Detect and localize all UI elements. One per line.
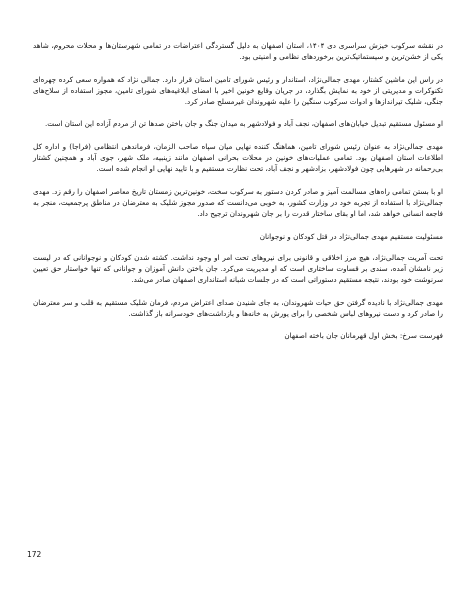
page-number: 172 [27, 550, 42, 559]
list-title: فهرست سرخ: بخش اول قهرمانان جان باخته اصفهان [284, 331, 443, 341]
paragraph-children-killings: تحت آمریت جمالی‌نژاد، هیچ مرز اخلاقی و قانونی برای نیروهای تحت امر او وجود نداشت. کشته شدن کودکان و نوجوانانی که در لیست زیر نامشان آمده، سندی بر قساوت ساختاری است که او مدیریت می‌کرد. جان باختن دانش آموزان و جوانانی که تنها خواستار حق تعیین سرنوشت خود بودند، نتیجه مستقیم دستوراتی است که در جلسات شبانه استانداری اصفهان صادر می‌شد. [33, 252, 443, 285]
paragraph-responsibility: او مسئول مستقیم تبدیل خیابان‌های اصفهان، نجف آباد و فولادشهر به میدان جنگ و جان باختن صدها تن از مردم آزاده این استان است. [45, 119, 443, 129]
paragraph-security-council: مهدی جمالی‌نژاد به عنوان رئیس شورای تامین، هماهنگ کننده نهایی میان سپاه صاحب الزمان، فرماندهی انتظامی (فراجا) و اداره کل اطلاعات استان اصفهان بود. تمامی عملیات‌های خونین در محلات بحرانی اصفهان مانند زینبیه، ملک شهر، جوی آباد و همچنین کشتار بی‌رحمانه در شهرهایی چون فولادشهر، بزادشهر و نجف آباد، تحت نظارت مستقیم و با تایید نهایی او انجام شده است. [33, 141, 443, 174]
paragraph-governor-role: در راس این ماشین کشتار، مهدی جمالی‌نژاد، استاندار و رئیس شورای تامین استان قرار دارد. جمالی نژاد که همواره سعی کرده چهره‌ای تکنوکرات و مدیریتی از خود به نمایش بگذارد، در جریان وقایع خونین اخیر با امضای ابلاغیه‌های شورای تامین، مجوز استفاده از سلاح‌های جنگی، شلیک تیراندازها و ادوات سرکوب سنگین را علیه شهروندان غیرمسلح صادر کرد. [33, 74, 443, 107]
page-body [33, 40, 443, 352]
paragraph-winter-crackdown: او با بستن تمامی راه‌های مسالمت آمیز و صادر کردن دستور به سرکوب سخت، خونین‌ترین زمستان تاریخ معاصر اصفهان را رقم زد. مهدی جمالی‌نژاد با استفاده از تجربه خود در وزارت کشور، به خوبی می‌دانست که صدور مجوز شلیک به معترضان در مناطق پرجمعیت، منجر به فاجعه انسانی خواهد شد، اما او بقای ساختار قدرت را بر جان شهروندان ترجیح داد. [33, 186, 443, 219]
paragraph-intro: در نقشه سرکوب خیزش سراسری دی ۱۴۰۴، استان اصفهان به دلیل گستردگی اعتراضات در تمامی شهرستان‌ها و محلات محروم، شاهد یکی از خشن‌ترین و سیستماتیک‌ترین برخوردهای نظامی و امنیتی بود. [33, 41, 443, 62]
section-heading-children: مسئولیت مستقیم مهدی جمالی‌نژاد در قتل کودکان و نوجوانان [259, 231, 443, 241]
paragraph-shooting-orders: مهدی جمالی‌نژاد با نادیده گرفتن حق حیات شهروندان، به جای شنیدن صدای اعتراض مردم، فرمان شلیک مستقیم به قلب و سر معترضان را صادر کرد و دست نیروهای لباس شخصی را برای یورش به خانه‌ها و بازداشت‌های خودسرانه باز گذاشت. [33, 297, 443, 319]
